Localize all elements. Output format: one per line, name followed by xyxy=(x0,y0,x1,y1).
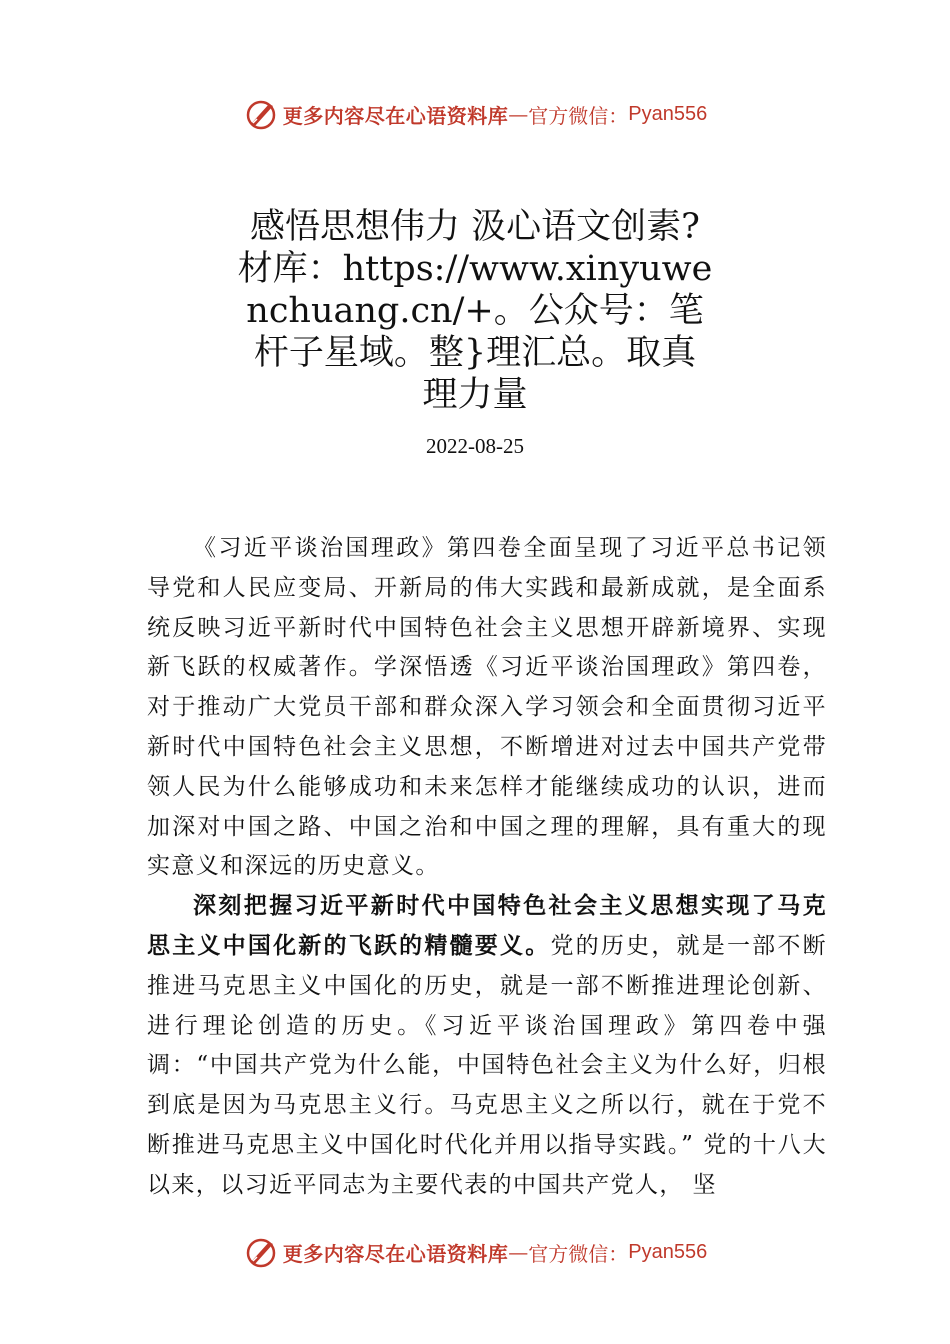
paragraph-2-heading: 深刻把握习近平新时代中国特色社会主义思想实现了马克思主义中国化新的飞跃的精髓要义。 xyxy=(147,893,827,959)
banner-wechat-id: Pyan556 xyxy=(628,1240,708,1263)
banner-wechat-id: Pyan556 xyxy=(628,102,708,125)
banner-dash: — xyxy=(508,1240,529,1264)
header-banner xyxy=(0,94,950,134)
title-line: 杆子星域。整}理汇总。取真 xyxy=(253,333,697,373)
paragraph-2 xyxy=(147,887,827,1205)
paragraph-1: 《习近平谈治国理政》第四卷全面呈现了习近平总书记领导党和人民应变局、开新局的伟大实践和最新成就，是全面系统反映习近平新时代中国特色社会主义思想开辟新境界、实现新飞跃的权威著作。学深悟透《习近平谈治国理政》第四卷，对于推动广大党员干部和群众深入学习领会和全面贯彻习近平新时代中国特色社会主义思想，不断增进对过去中国共产党带领人民为什么能够成功和未来怎样才能继续成功的认识，进而加深对中国之路、中国之治和中国之理的理解，具有重大的现实意义和深远的历史意义。 xyxy=(147,535,827,880)
pen-logo-icon xyxy=(243,96,279,132)
title-line: 感悟思想伟力 汲心语文创素? xyxy=(250,207,700,247)
banner-text: 更多内容尽在心语资料库 xyxy=(282,103,509,128)
banner-wechat-label: 官方微信： xyxy=(528,1241,629,1266)
document-date: 2022-08-25 xyxy=(426,434,524,458)
title-line: nchuang.cn/+。公众号：笔 xyxy=(246,291,704,331)
footer-banner xyxy=(0,1232,950,1272)
paragraph-2-text: 党的历史，就是一部不断推进马克思主义中国化的历史，就是一部不断推进理论创新、进行理论创造的历史。《习近平谈治国理政》第四卷中强调：“中国共产党为什么能，中国特色社会主义为什么好，归根到底是因为马克思主义行。马克思主义之所以行，就在于党不断推进马克思主义中国化时代化并用以指导实践。” 党的十八大以来，以习近平同志为主要代表的中国共产党人， 坚 xyxy=(147,932,828,1198)
document-body xyxy=(147,529,827,1206)
banner-wechat-label: 官方微信： xyxy=(528,103,629,128)
banner-dash: — xyxy=(508,102,529,126)
pen-logo-icon xyxy=(243,1234,279,1270)
title-line: 理力量 xyxy=(422,375,528,415)
document-title xyxy=(230,206,720,416)
banner-text: 更多内容尽在心语资料库 xyxy=(282,1241,509,1266)
title-line: 材库：https://www.xinyuwe xyxy=(237,249,713,289)
